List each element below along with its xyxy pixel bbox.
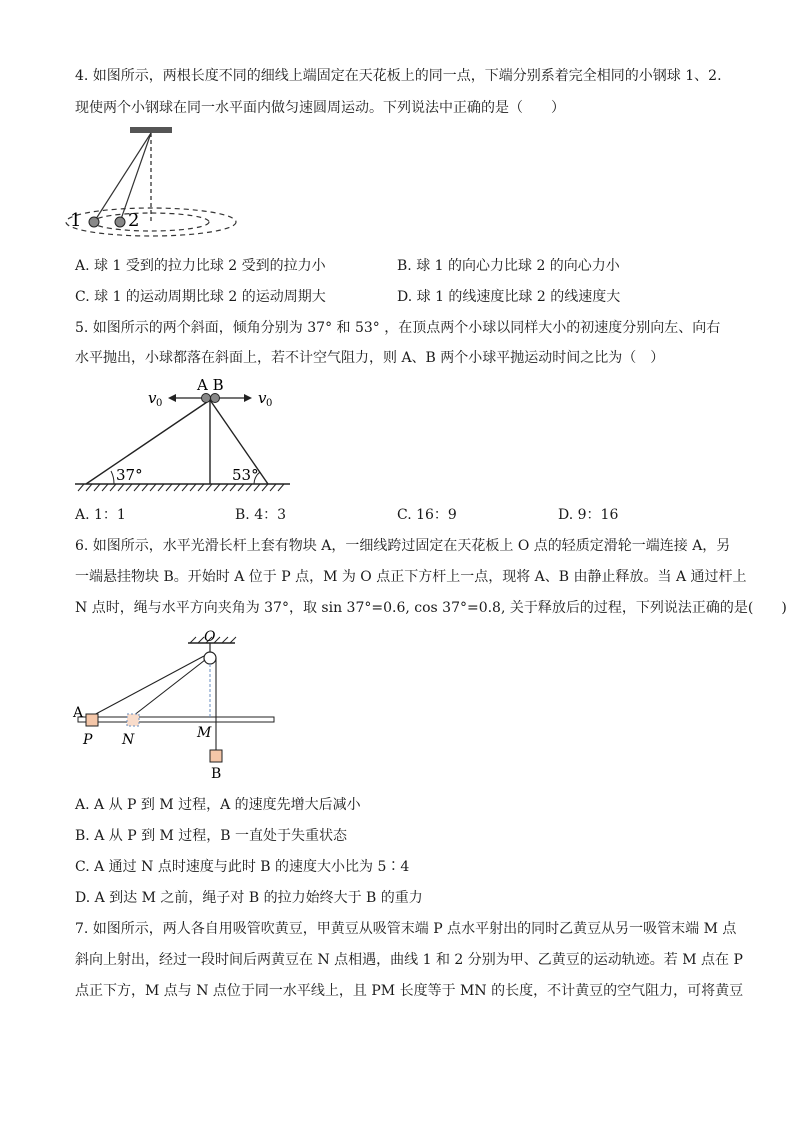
angle-53: 53° (232, 466, 259, 484)
block-a (86, 714, 98, 726)
label-a: A (73, 705, 84, 721)
q5-incline-figure (70, 372, 300, 497)
q4-text-line-2: 现使两个小钢球在同一水平面内做匀速圆周运动。下列说法中正确的是（ ） (75, 100, 565, 116)
string-2 (120, 133, 151, 222)
q6-option-a: A. A 从 P 到 M 过程，A 的速度先增大后减小 (75, 797, 361, 813)
q4-pendulum-figure (60, 122, 260, 237)
q6-pulley-figure (70, 625, 280, 785)
arrow-right-head (244, 394, 252, 402)
q7-text-line-2: 斜向上射出，经过一段时间后两黄豆在 N 点相遇，曲线 1 和 2 分别为甲、乙黄豆的运动轨迹。若 M 点在 P (75, 952, 743, 968)
q5-option-b: B. 4：3 (235, 507, 287, 523)
q6-option-d: D. A 到达 M 之前，绳子对 B 的拉力始终大于 B 的重力 (75, 890, 423, 906)
q6-option-c: C. A 通过 N 点时速度与此时 B 的速度大小比为 5∶4 (75, 859, 410, 875)
q4-option-d: D. 球 1 的线速度比球 2 的线速度大 (397, 289, 621, 305)
q6-text-line-1: 6. 如图所示，水平光滑长杆上套有物块 A，一细线跨过固定在天花板上 O 点的轻质定滑轮一端连接 A，另 (75, 538, 731, 554)
q4-text-line-1: 4. 如图所示，两根长度不同的细线上端固定在天花板上的同一点，下端分别系着完全相同的小钢球 1、2. (75, 68, 722, 84)
pulley (204, 652, 216, 664)
q5-option-a: A. 1：1 (75, 507, 126, 523)
angle-37: 37° (116, 466, 143, 484)
label-ab: A B (197, 376, 224, 394)
label-v0-right: v (258, 389, 267, 407)
block-b (210, 750, 222, 762)
q6-text-line-3: N 点时，绳与水平方向夹角为 37°，取 sin 37°=0.6, cos 37°=0.8, 关于释放后的过程，下列说法正确的是( ) (75, 600, 787, 616)
block-a-ghost (127, 714, 139, 726)
angle-arc-left (111, 471, 114, 484)
label-n: N (122, 732, 135, 748)
ground-hatch (78, 484, 284, 491)
q6-text-line-2: 一端悬挂物块 B。开始时 A 位于 P 点，M 为 O 点正下方杆上一点，现将 A、B 由静止释放。当 A 通过杆上 (75, 569, 747, 585)
label-b: B (211, 766, 222, 782)
label-v0-left: v (148, 389, 157, 407)
label-v0-left-sub: 0 (156, 398, 163, 409)
label-o: O (204, 629, 216, 645)
ball-b (211, 394, 220, 403)
label-p: P (83, 732, 93, 748)
horizontal-rod (78, 717, 274, 722)
ceiling-mount (130, 127, 172, 133)
q7-text-line-3: 点正下方，M 点与 N 点位于同一水平线上，且 PM 长度等于 MN 的长度，不计黄豆的空气阻力，可将黄豆 (75, 983, 744, 999)
q6-option-b: B. A 从 P 到 M 过程，B 一直处于失重状态 (75, 828, 348, 844)
q5-text-line-1: 5. 如图所示的两个斜面，倾角分别为 37° 和 53° ，在顶点两个小球以同样大小的初速度分别向左、向右 (75, 320, 721, 336)
incline-left (86, 400, 210, 484)
q4-option-c: C. 球 1 的运动周期比球 2 的运动周期大 (75, 289, 326, 305)
label-2: 2 (128, 210, 140, 231)
q5-option-c: C. 16：9 (397, 507, 457, 523)
ball-a (202, 394, 211, 403)
q5-option-d: D. 9：16 (558, 507, 619, 523)
ball-1 (89, 217, 99, 227)
q7-text-line-1: 7. 如图所示，两人各自用吸管吹黄豆，甲黄豆从吸管末端 P 点水平射出的同时乙黄豆从另一吸管末端 M 点 (75, 921, 737, 937)
rope-to-p (92, 656, 204, 716)
label-m: M (197, 725, 212, 741)
q4-option-b: B. 球 1 的向心力比球 2 的向心力小 (397, 258, 620, 274)
label-1: 1 (70, 210, 82, 231)
arrow-left-head (168, 394, 176, 402)
q5-text-line-2: 水平抛出，小球都落在斜面上，若不计空气阻力，则 A、B 两个小球平抛运动时间之比为（ ） (75, 350, 665, 366)
label-v0-right-sub: 0 (266, 398, 273, 409)
q4-option-a: A. 球 1 受到的拉力比球 2 受到的拉力小 (75, 258, 326, 274)
ball-2 (115, 217, 125, 227)
